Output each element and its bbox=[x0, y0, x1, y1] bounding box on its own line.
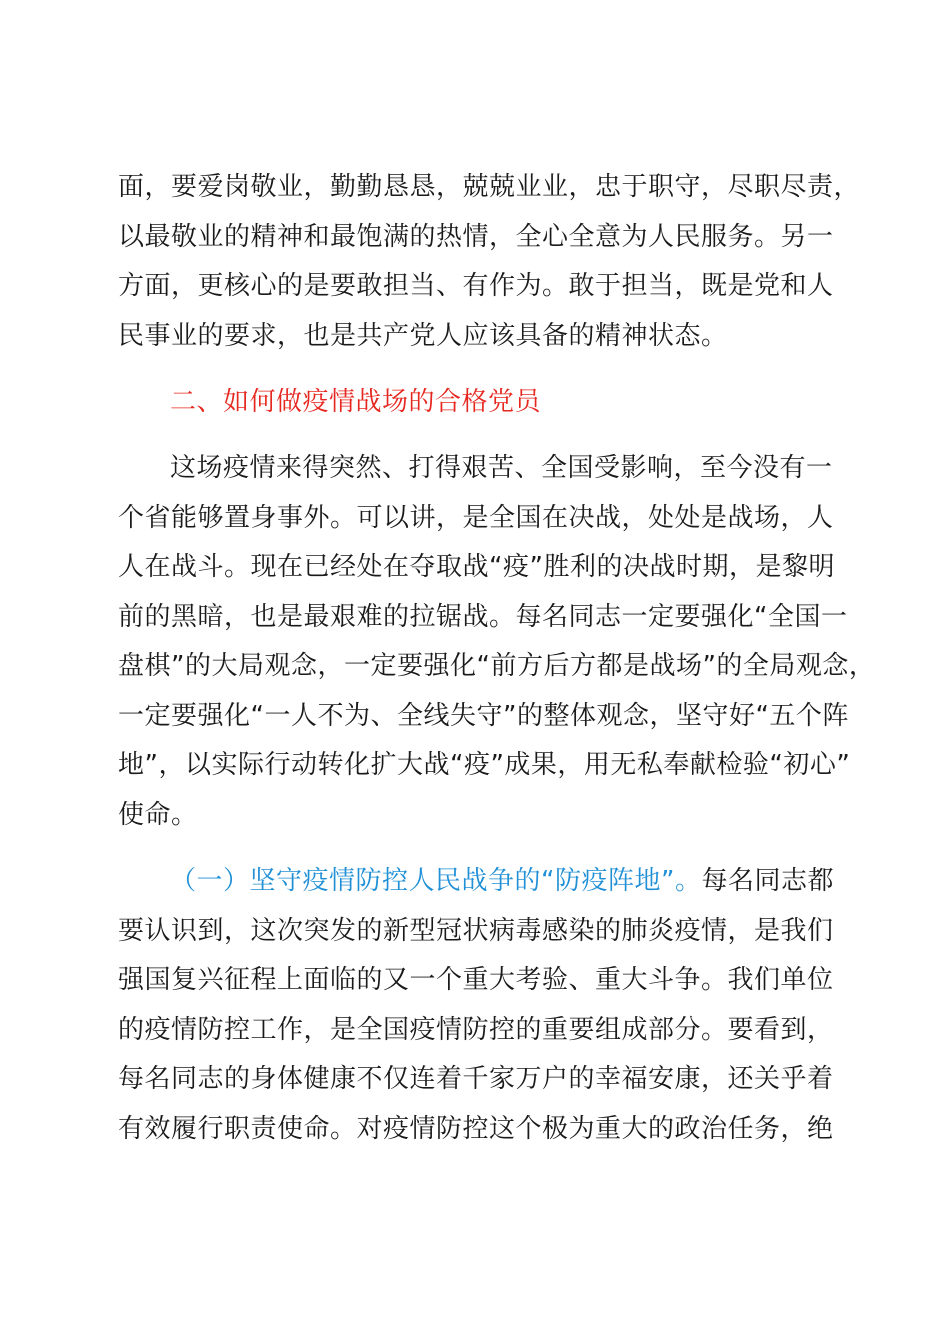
paragraph-line: 个省能够置身事外。可以讲，是全国在决战，处处是战场，人 bbox=[118, 503, 834, 533]
paragraph-line: 有效履行职责使命。对疫情防控这个极为重大的政治任务，绝 bbox=[118, 1114, 834, 1144]
paragraph-line: 民事业的要求，也是共产党人应该具备的精神状态。 bbox=[118, 321, 728, 351]
paragraph-line: 使命。 bbox=[118, 800, 198, 830]
paragraph-line: 前的黑暗，也是最艰难的拉锯战。每名同志一定要强化“全国一 bbox=[118, 602, 848, 632]
paragraph-line: 面，要爱岗敬业，勤勤恳恳，兢兢业业，忠于职守，尽职尽责， bbox=[118, 172, 861, 202]
paragraph-line: 盘棋”的大局观念，一定要强化“前方后方都是战场”的全局观念， bbox=[118, 651, 876, 681]
subsection-first-line bbox=[170, 856, 910, 906]
paragraph-line: 每名同志的身体健康不仅连着千家万户的幸福安康，还关乎着 bbox=[118, 1064, 834, 1094]
paragraph-line: 的疫情防控工作，是全国疫情防控的重要组成部分。要看到， bbox=[118, 1015, 834, 1045]
paragraph-line: 要认识到，这次突发的新型冠状病毒感染的肺炎疫情，是我们 bbox=[118, 916, 834, 946]
subsection-first-line-text: 每名同志都 bbox=[701, 866, 834, 896]
paragraph-line: 一定要强化“一人不为、全线失守”的整体观念，坚守好“五个阵 bbox=[118, 701, 849, 731]
subsection-heading: （一）坚守疫情防控人民战争的“防疫阵地”。 bbox=[170, 866, 702, 896]
paragraph-line: 以最敬业的精神和最饱满的热情，全心全意为人民服务。另一 bbox=[118, 222, 834, 252]
paragraph-line: 这场疫情来得突然、打得艰苦、全国受影响，至今没有一 bbox=[170, 453, 833, 483]
paragraph-line: 地”，以实际行动转化扩大战“疫”成果，用无私奉献检验“初心” bbox=[118, 750, 851, 780]
paragraph-line: 人在战斗。现在已经处在夺取战“疫”胜利的决战时期，是黎明 bbox=[118, 552, 835, 582]
paragraph-line: 强国复兴征程上面临的又一个重大考验、重大斗争。我们单位 bbox=[118, 965, 834, 995]
paragraph-line: 方面，更核心的是要敢担当、有作为。敢于担当，既是党和人 bbox=[118, 271, 834, 301]
section-heading: 二、如何做疫情战场的合格党员 bbox=[170, 387, 542, 417]
